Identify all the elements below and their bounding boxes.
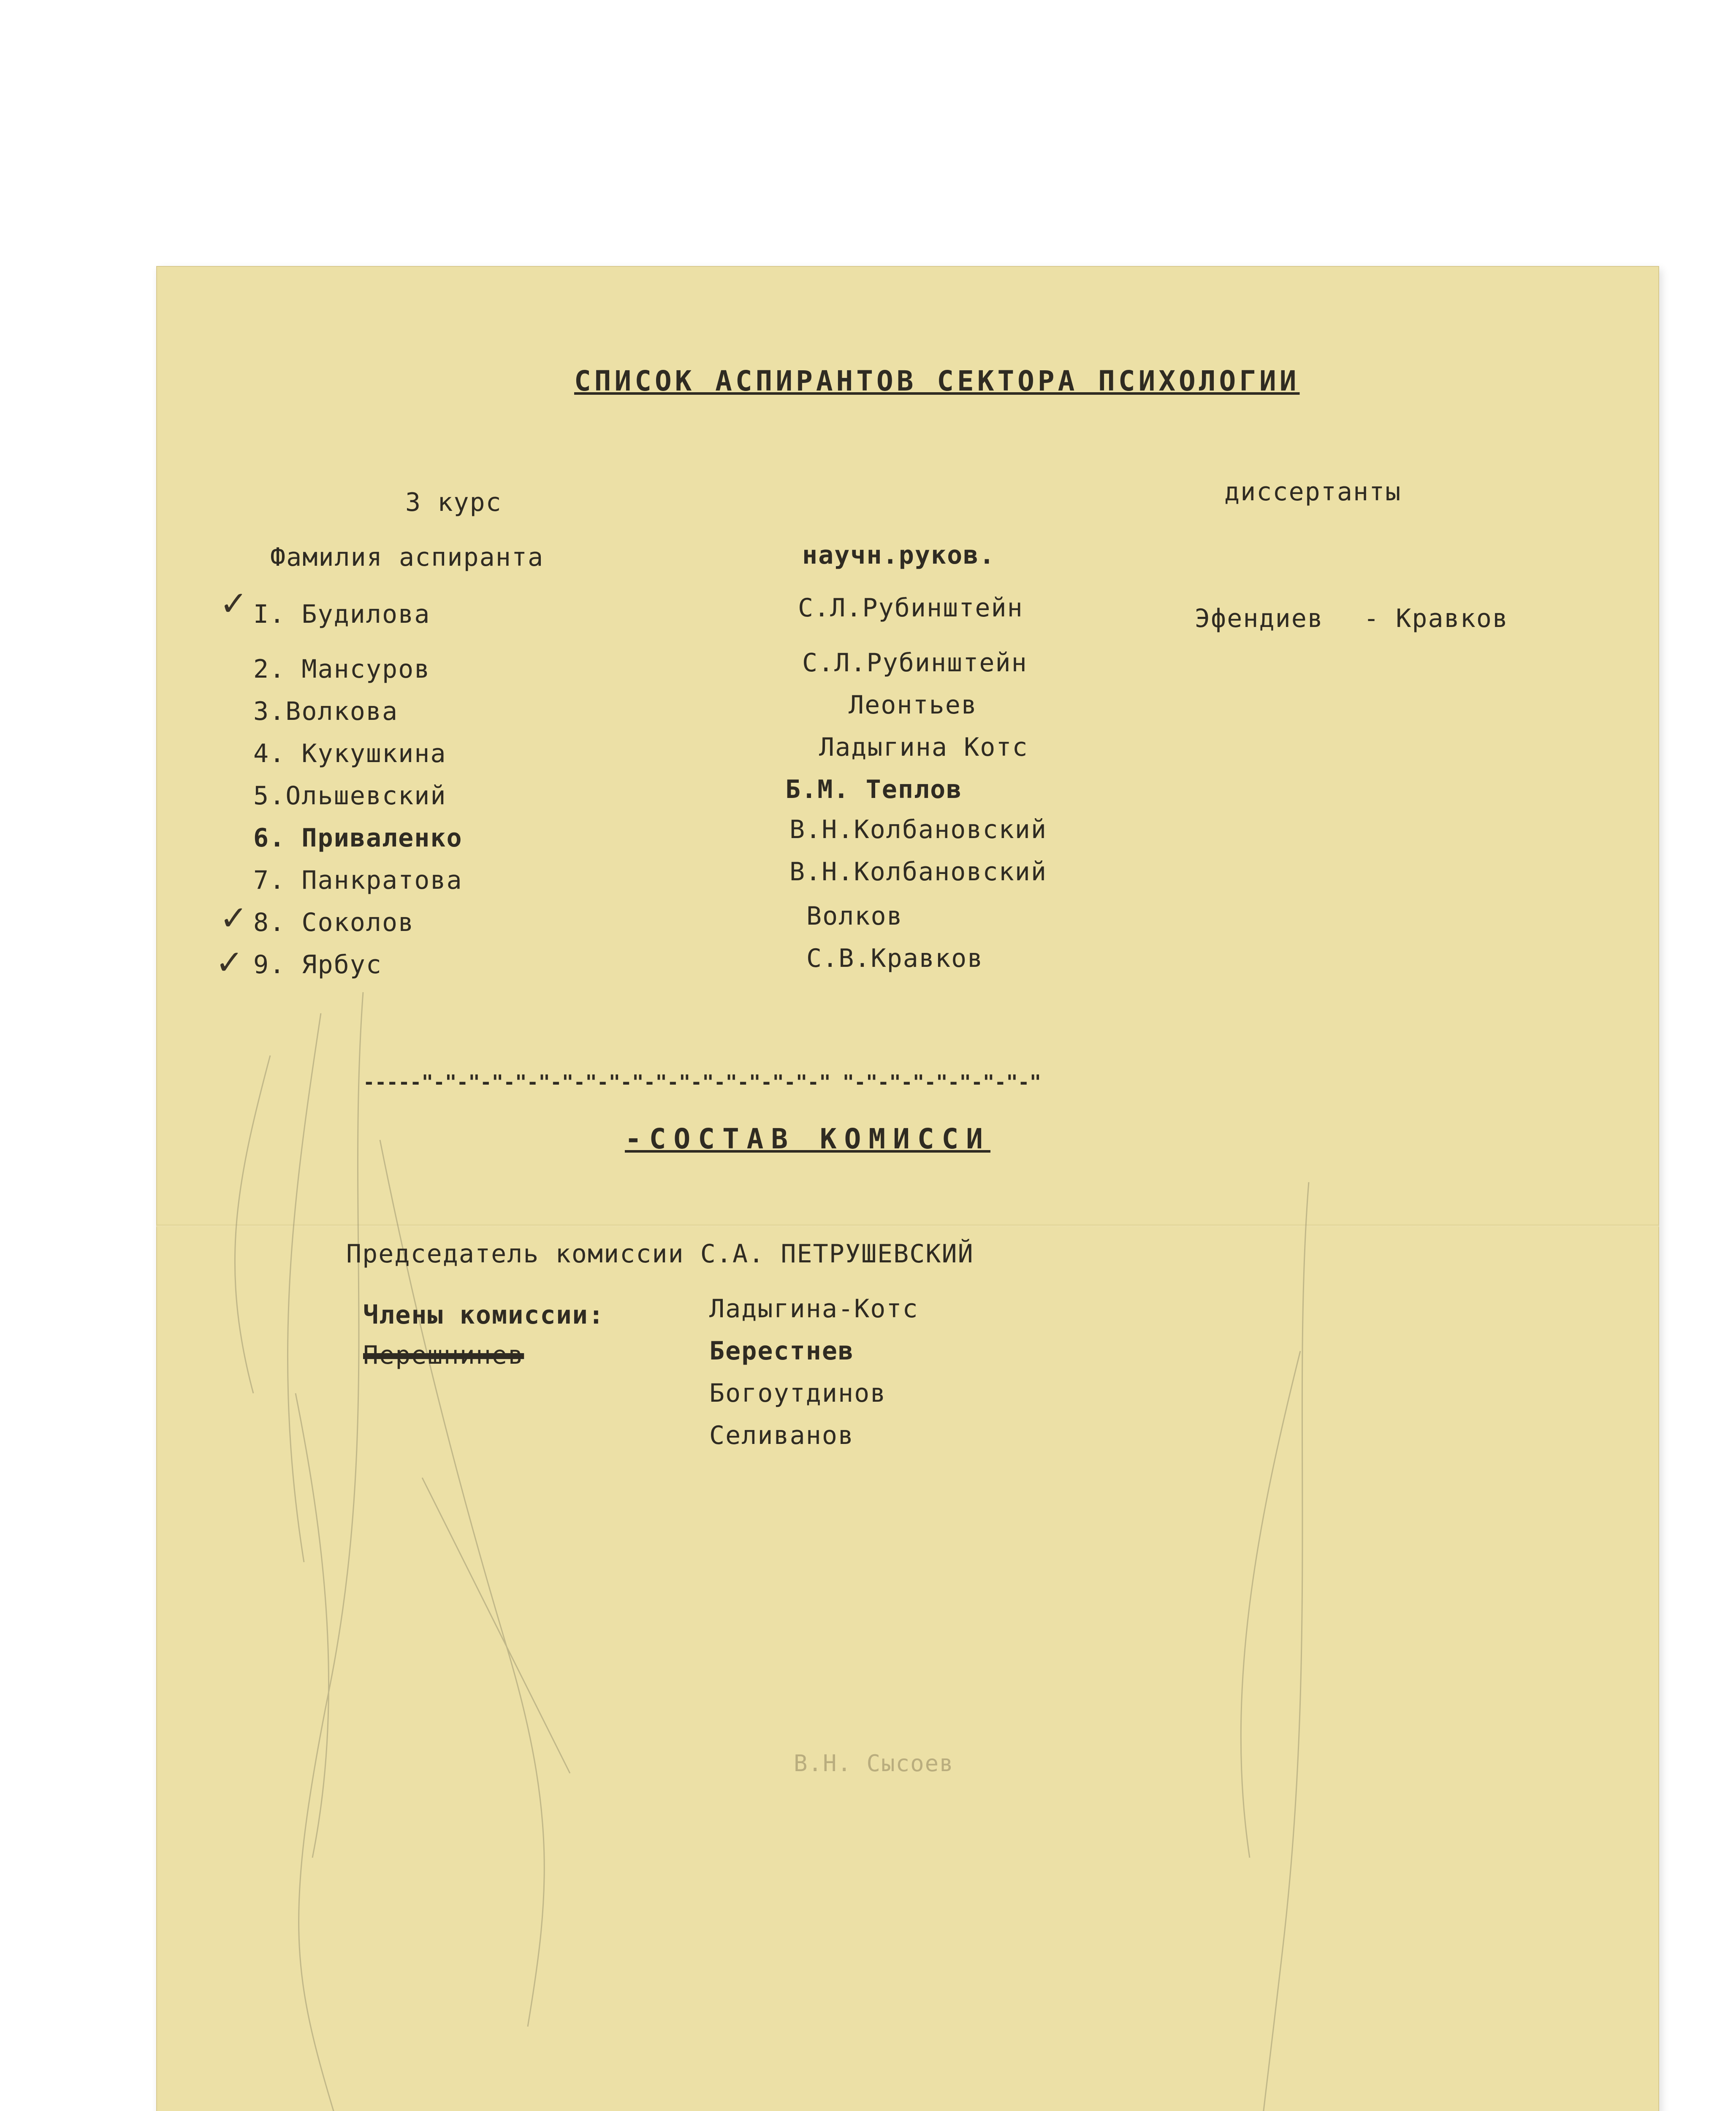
bleed-through-text: В.Н. Сысоев [794,1750,954,1777]
supervisor-9: С.В.Кравков [806,944,984,973]
student-name-6: 6. Приваленко [253,823,463,853]
column-header-supervisor: научн.руков. [802,540,995,570]
chairman-line: Председатель комиссии С.А. ПЕТРУШЕВСКИЙ [346,1239,974,1269]
supervisor-1: С.Л.Рубинштейн [798,593,1023,623]
document-title: СПИСОК АСПИРАНТОВ СЕКТОРА ПСИХОЛОГИИ [574,365,1300,397]
commission-title: -СОСТАВ КОМИССИ [625,1123,991,1155]
supervisor-6: В.Н.Колбановский [789,815,1047,844]
supervisor-5: Б.М. Теплов [785,775,963,804]
supervisor-8: Волков [806,901,903,931]
student-name-5: 5.Ольшевский [253,781,447,811]
student-name-8: 8. Соколов [253,908,415,937]
student-name-3: 3.Волкова [253,697,399,726]
student-name-1: I. Будилова [253,600,431,629]
dashed-separator: -----"-"-"-"-"-"-"-"-"-"-"-"-"-"-"-"-"-" "-"-"-"-"-"-"-"-" [363,1071,1042,1093]
member-1: Ладыгина-Котс [709,1294,919,1324]
student-name-9: 9. Ярбус [253,950,382,980]
column-header-student: Фамилия аспиранта [270,543,544,572]
supervisor-3: Леонтьев [849,690,977,720]
student-name-2: 2. Мансуров [253,654,431,684]
struck-out-word: Перешнинев [363,1340,524,1370]
dissertant-name: Эфендиев [1195,604,1324,633]
student-name-7: 7. Панкратова [253,866,463,895]
check-mark-1: ✓ [220,584,249,623]
check-mark-9: ✓ [215,943,245,982]
supervisor-7: В.Н.Колбановский [789,857,1047,887]
course-label: 3 курс [405,488,502,517]
member-3: Богоутдинов [709,1378,887,1408]
student-name-4: 4. Кукушкина [253,739,447,768]
member-2: Берестнев [709,1336,854,1366]
check-mark-8: ✓ [220,898,249,938]
members-label: Члены комиссии: [363,1300,605,1330]
dissertant-supervisor: - Кравков [1364,604,1509,633]
supervisor-4: Ладыгина Котс [819,733,1028,762]
dissertants-label: диссертанты [1224,477,1402,507]
supervisor-2: С.Л.Рубинштейн [802,648,1028,678]
member-4: Селиванов [709,1421,854,1450]
